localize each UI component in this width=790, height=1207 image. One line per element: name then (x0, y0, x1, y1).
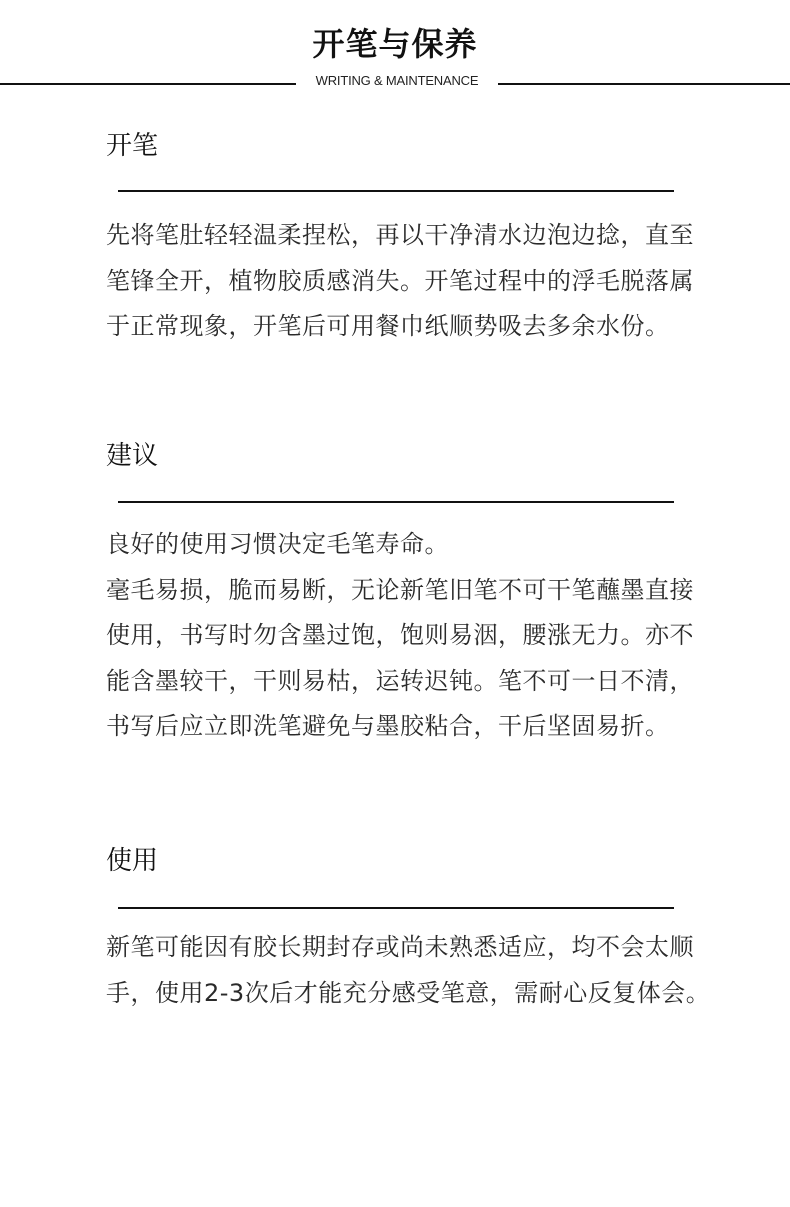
page-subtitle: WRITING & MAINTENANCE (315, 73, 479, 88)
section-rule-usage (118, 907, 674, 909)
paragraph: 良好的使用习惯决定毛笔寿命。 (106, 530, 449, 558)
subtitle-divider-left (0, 83, 296, 85)
paragraph: 新笔可能因有胶长期封存或尚未熟悉适应，均不会太顺手，使用2-3次后才能充分感受笔意，需耐心反复体会。 (106, 933, 711, 1007)
section-body-advice (106, 522, 716, 750)
subtitle-divider-right (498, 83, 790, 85)
section-heading-usage: 使用 (106, 846, 159, 876)
section-heading-advice: 建议 (106, 441, 159, 471)
paragraph: 先将笔肚轻轻温柔捏松，再以干净清水边泡边捻，直至笔锋全开，植物胶质感消失。开笔过程中的浮毛脱落属于正常现象，开笔后可用餐巾纸顺势吸去多余水份。 (106, 221, 694, 340)
section-heading-open-brush: 开笔 (106, 131, 159, 161)
page-title: 开笔与保养 (312, 25, 478, 63)
section-rule-open-brush (118, 190, 674, 192)
section-body-open-brush (106, 213, 716, 350)
section-rule-advice (118, 501, 674, 503)
section-body-usage (106, 925, 716, 1016)
subtitle-row (0, 70, 790, 92)
paragraph: 毫毛易损，脆而易断，无论新笔旧笔不可干笔蘸墨直接使用，书写时勿含墨过饱，饱则易洇，腰涨无力。亦不能含墨较干，干则易枯，运转迟钝。笔不可一日不清，书写后应立即洗笔避免与墨胶粘合，干后坚固易折。 (106, 575, 694, 740)
